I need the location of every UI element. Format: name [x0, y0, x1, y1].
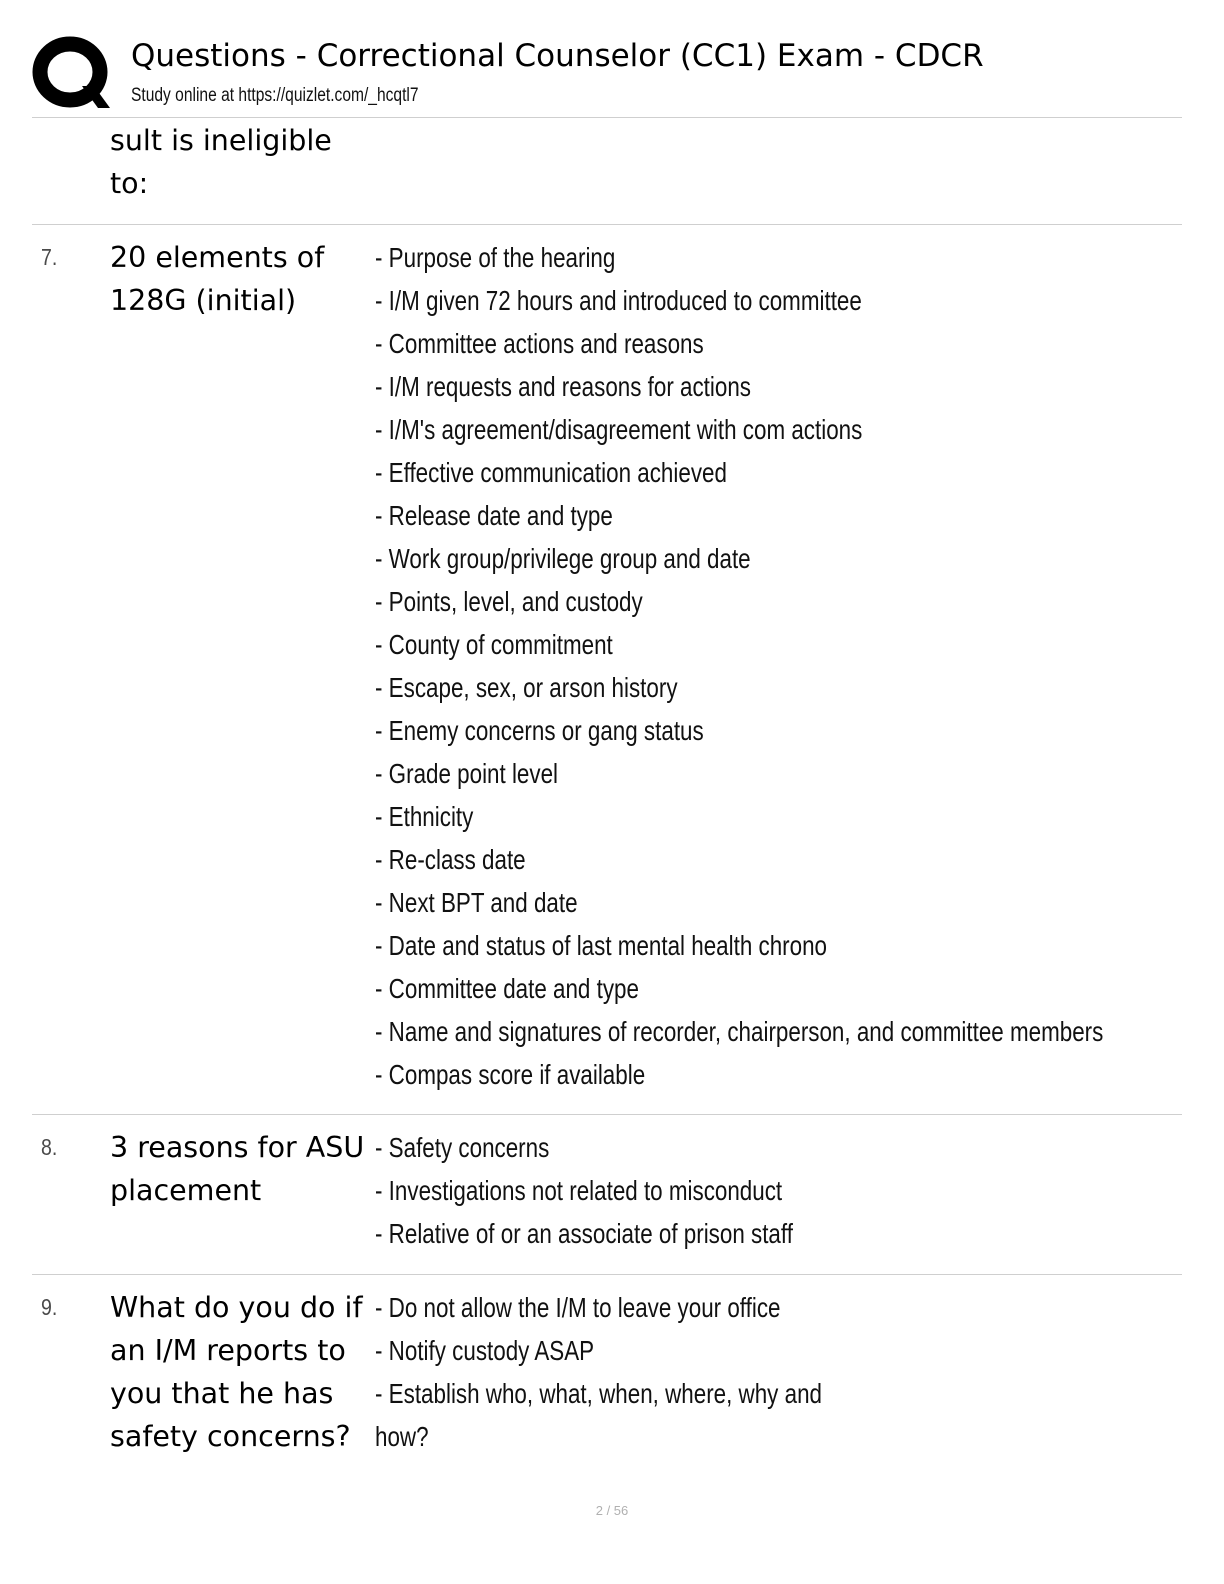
flashcard-9 [32, 1286, 1182, 1476]
card-divider [32, 1274, 1182, 1275]
definition-line: - Investigations not related to misconduct [375, 1175, 783, 1206]
definition-line: - Work group/privilege group and date [375, 543, 751, 574]
definition-line: - Grade point level [375, 758, 559, 789]
card-divider [32, 1114, 1182, 1115]
card-definition [375, 236, 1224, 1096]
card-definition [375, 1286, 934, 1458]
definition-line: - Relative of or an associate of prison staff [375, 1218, 793, 1249]
page-indicator: 2 / 56 [595, 1503, 629, 1518]
definition-line: - I/M's agreement/disagreement with com actions [375, 414, 863, 445]
card-term: sult is ineligible to: [110, 124, 332, 200]
card-number: 7. [41, 244, 58, 270]
definition-line: - Safety concerns [375, 1132, 550, 1163]
definition-line: - Points, level, and custody [375, 586, 643, 617]
definition-line: - Effective communication achieved [375, 457, 727, 488]
quizlet-q-logo-icon [32, 34, 112, 114]
study-online-link[interactable]: Study online at https://quizlet.com/_hcqtl7 [131, 85, 419, 106]
definition-line: - Ethnicity [375, 801, 474, 832]
definition-line: - Purpose of the hearing [375, 242, 616, 273]
flashcard-continued [32, 119, 1182, 224]
card-divider [32, 224, 1182, 225]
definition-line: - Establish who, what, when, where, why and [375, 1378, 822, 1409]
definition-line: - Notify custody ASAP [375, 1335, 595, 1366]
definition-line: - Name and signatures of recorder, chairperson, and committee members [375, 1016, 1104, 1047]
definition-line: - Release date and type [375, 500, 613, 531]
definition-line: - Escape, sex, or arson history [375, 672, 678, 703]
flashcard-8 [32, 1126, 1182, 1273]
flashcard-7 [32, 236, 1182, 1112]
document-title: Questions - Correctional Counselor (CC1) Exam - CDCR [131, 38, 984, 74]
definition-line: - Compas score if available [375, 1059, 646, 1090]
definition-line: - I/M given 72 hours and introduced to committee [375, 285, 862, 316]
definition-line: - Enemy concerns or gang status [375, 715, 704, 746]
header-divider [32, 117, 1182, 118]
definition-line: - Date and status of last mental health chrono [375, 930, 827, 961]
card-term: What do you do if an I/M reports to you that he has safety concerns? [110, 1291, 363, 1453]
card-number: 8. [41, 1134, 58, 1160]
definition-line: - County of commitment [375, 629, 613, 660]
definition-line: - Committee actions and reasons [375, 328, 704, 359]
page-header [0, 0, 1224, 118]
definition-line: - Re-class date [375, 844, 526, 875]
definition-line: - I/M requests and reasons for actions [375, 371, 751, 402]
card-number: 9. [41, 1294, 58, 1320]
card-term: 3 reasons for ASU placement [110, 1131, 365, 1207]
card-term: 20 elements of 128G (initial) [110, 241, 325, 317]
card-definition [375, 1126, 897, 1255]
definition-line: - Committee date and type [375, 973, 639, 1004]
definition-line: - Next BPT and date [375, 887, 578, 918]
definition-line: how? [375, 1421, 429, 1452]
definition-line: - Do not allow the I/M to leave your office [375, 1292, 781, 1323]
